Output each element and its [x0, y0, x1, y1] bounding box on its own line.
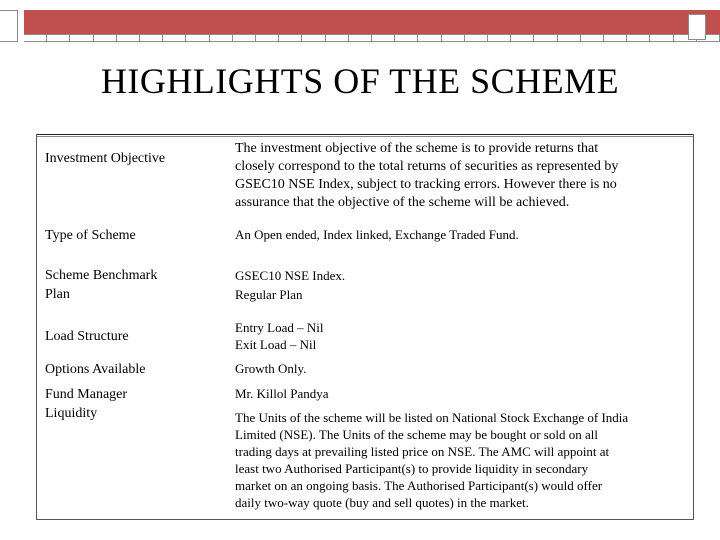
row-value: [235, 319, 690, 353]
value-line: Regular Plan: [235, 287, 303, 302]
table-row: [37, 385, 693, 405]
row-label: Liquidity: [45, 406, 98, 421]
value-line: Mr. Killol Pandya: [235, 386, 329, 401]
value-line: least two Authorised Participant(s) to provide liquidity in secondary: [235, 461, 589, 476]
table-row: [37, 319, 693, 355]
value-line: The investment objective of the scheme is to provide returns that: [235, 141, 599, 156]
row-value: [235, 360, 690, 377]
label-line: Scheme Benchmark: [45, 268, 158, 283]
table-row: [37, 360, 693, 382]
table-row: [37, 137, 693, 215]
value-line: market on an ongoing basis. The Authorised Participant(s) would offer: [235, 478, 603, 493]
value-line: closely correspond to the total returns of securities as represented by: [235, 159, 619, 174]
table-row: [37, 404, 693, 516]
value-line: Limited (NSE). The Units of the scheme may be bought or sold on all: [235, 427, 598, 442]
row-label: Type of Scheme: [45, 228, 136, 243]
row-label: Investment Objective: [45, 151, 166, 166]
row-label: Load Structure: [45, 329, 129, 344]
value-line: GSEC10 NSE Index.: [235, 268, 346, 283]
row-label: Fund Manager: [45, 387, 128, 402]
value-line: Exit Load – Nil: [235, 337, 317, 352]
row-value: [235, 226, 690, 243]
row-label: [45, 266, 221, 304]
value-line: GSEC10 NSE Index, subject to tracking errors. However there is no: [235, 177, 617, 192]
slide-header-bar: [0, 0, 720, 42]
row-value: [235, 385, 690, 402]
table-row: [37, 266, 693, 306]
label-line: Plan: [45, 287, 70, 302]
page-title: HIGHLIGHTS OF THE SCHEME: [100, 61, 620, 101]
value-line: assurance that the objective of the scheme will be achieved.: [235, 195, 570, 210]
header-red-strip: [24, 10, 720, 34]
value-line: trading days at prevailing listed price on NSE. The AMC will appoint at: [235, 444, 610, 459]
header-grid-strip: [24, 34, 720, 42]
value-line: An Open ended, Index linked, Exchange Traded Fund.: [235, 227, 519, 242]
row-value: [235, 409, 690, 511]
value-line: Growth Only.: [235, 361, 307, 376]
row-value: [235, 140, 690, 212]
table-row: [37, 226, 693, 250]
row-value: [235, 266, 690, 304]
scheme-highlights-table: [36, 134, 694, 520]
header-corner-box: [688, 14, 706, 40]
header-side-box: [0, 10, 18, 42]
value-line: Entry Load – Nil: [235, 320, 324, 335]
value-line: daily two-way quote (buy and sell quotes) in the market.: [235, 495, 529, 510]
row-label: Options Available: [45, 362, 146, 377]
value-line: The Units of the scheme will be listed on National Stock Exchange of India: [235, 410, 629, 425]
